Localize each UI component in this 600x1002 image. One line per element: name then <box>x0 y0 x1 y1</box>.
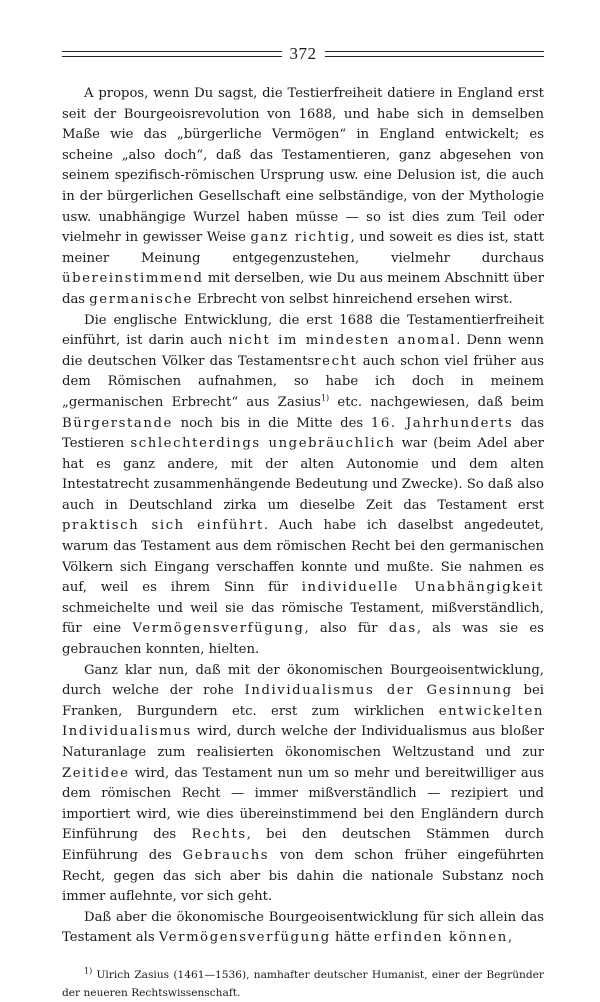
emphasized-text: erfinden können <box>373 930 508 946</box>
paragraph <box>62 84 544 311</box>
text-run: mit derselben, wie Du aus meinem Abschnitt über das <box>62 271 544 307</box>
page-number: 372 <box>289 44 317 63</box>
header-rule-left <box>62 51 282 57</box>
text-run: etc. nachgewiesen, daß beim <box>329 394 544 410</box>
text-run: wird, durch welche der Individualismus aus bloßer Naturanlage zum realisierten ökonomischen Weltzustand und zur <box>62 724 544 760</box>
text-run: , also für <box>304 621 389 637</box>
body-text <box>62 84 544 949</box>
emphasized-text: Gebrauchs <box>182 847 270 863</box>
emphasized-text: übereinstimmend <box>62 271 204 287</box>
text-run: , als was sie es gebrauchen konnten, hielten. <box>62 621 544 658</box>
emphasized-text: Bürgerstande <box>62 415 173 431</box>
text-run: Ganz klar nun, daß mit der ökonomischen Bourgeoisentwicklung, durch welche der rohe <box>62 662 544 699</box>
paragraph <box>62 908 544 949</box>
text-run: hätte <box>330 930 374 946</box>
footnote-marker: 1) <box>84 966 93 976</box>
footnote-reference: 1) <box>320 393 330 403</box>
text-run: das Testieren <box>62 415 544 452</box>
emphasized-text: ganz richtig <box>250 230 351 246</box>
text-run: . Denn wenn die deutschen Völker das Testaments <box>62 333 544 369</box>
header-rule-right <box>325 51 545 57</box>
text-run: Erbrecht von selbst hinreichend ersehen wirst. <box>192 291 513 307</box>
text-run: , <box>507 930 513 946</box>
emphasized-text: nicht im mindesten anomal <box>228 333 457 349</box>
emphasized-text: das <box>388 621 417 637</box>
text-run: Die englische Entwicklung, die erst 1688 die Testamentierfreiheit einführt, ist darin auch <box>62 312 544 349</box>
text-run: . Auch habe ich daselbst angedeutet, warum das Testament aus dem römischen Recht bei den germanischen Völkern sich Eingang verschaffen konnte und mußte. Sie nahmen es auf, weil es ihrem Sinn für <box>62 518 544 596</box>
emphasized-text: germanische <box>89 291 193 307</box>
footnote <box>62 966 544 1002</box>
text-run: war (beim Adel aber hat es ganz andere, mit der alten Autonomie und dem alten Intestatrecht zusammenhängende Bedeutung und Zwecke). So daß also auch in Deutschland zirka um dieselbe Zeit das Testament erst <box>62 436 544 513</box>
emphasized-text: schlechterdings ungebräuchlich <box>130 436 396 452</box>
text-run: Daß aber die ökonomische Bourgeoisentwicklung für sich allein das Testament als <box>62 909 544 946</box>
text-run: , bei den deutschen Stämmen durch Einführung des <box>62 827 544 863</box>
emphasized-text: Individualismus der Gesinnung <box>244 683 513 699</box>
text-run: wird, das Testament nun um so mehr und bereitwilliger aus dem römischen Recht — immer mißverständlich — rezipiert und importiert wird, wie dies übereinstimmend bei den Engländern durch Einführung des <box>62 765 544 843</box>
emphasized-text: entwickelten Individualismus <box>62 703 544 740</box>
text-run: schmeichelte und weil sie das römische Testament, mißverständlich, für eine <box>62 600 544 637</box>
emphasized-text: Vermögensverfügung <box>158 930 331 946</box>
emphasized-text: recht <box>314 353 358 369</box>
text-run: auch schon viel früher aus dem Römischen aufnahmen, so habe ich doch in meinem „germanischen Erbrecht“ aus Zasius <box>62 353 544 410</box>
emphasized-text: Rechts <box>191 827 247 843</box>
page-header <box>62 40 544 68</box>
footnote-separator <box>62 955 544 956</box>
emphasized-text: 16. Jahrhunderts <box>370 415 514 431</box>
text-run: von dem schon früher eingeführten Recht, gegen das sich aber bis dahin die nationale Substanz noch immer auflehnte, vor sich geht. <box>62 847 544 905</box>
footnote-text: Ulrich Zasius (1461—1536), namhafter deutscher Humanist, einer der Begründer der neueren Rechtswissenschaft. <box>62 968 544 999</box>
book-page <box>62 40 544 1002</box>
emphasized-text: praktisch sich einführt <box>62 518 264 534</box>
paragraph <box>62 661 544 908</box>
emphasized-text: individuelle Unabhängigkeit <box>301 580 544 596</box>
paragraph <box>62 311 544 661</box>
text-run: A propos, wenn Du sagst, die Testierfreiheit datiere in England erst seit der Bourgeoisrevolution von 1688, und habe sich in demselben Maße wie das „bürgerliche Vermögen“ in England entwickelt; es scheine „also doch“, daß das Testamentieren, ganz abgesehen von seinem spezifisch-römischen Ursprung usw. eine Delusion ist, die auch in der bürgerlichen Gesellschaft eine selbständige, von der Mythologie usw. unabhängige Wurzel haben müsse — so ist dies zum Teil oder vielmehr in gewisser Weise <box>62 86 544 246</box>
emphasized-text: Zeitidee <box>62 765 130 781</box>
emphasized-text: Vermögensverfügung <box>132 621 305 637</box>
text-run: noch bis in die Mitte des <box>172 415 371 431</box>
text-run: , und soweit es dies ist, statt meiner Meinung entgegenzustehen, vielmehr durchaus <box>62 230 544 266</box>
text-run: bei Franken, Burgundern etc. erst zum wirklichen <box>62 683 544 719</box>
